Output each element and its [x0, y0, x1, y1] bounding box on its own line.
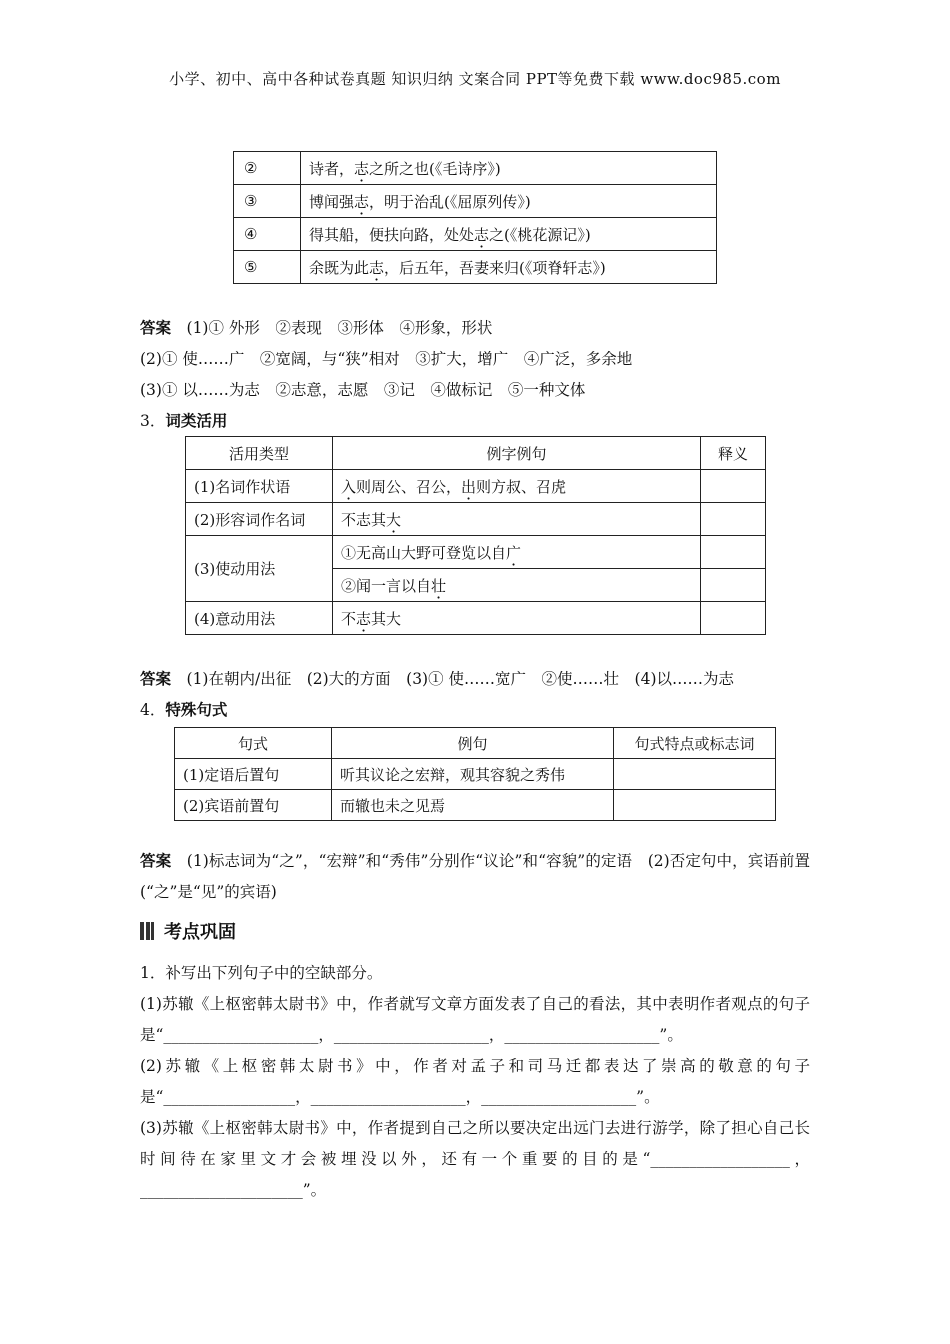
example-sentence: 诗者，志之所之也(《毛诗序》)	[301, 152, 717, 185]
example-sentence: 听其议论之宏辩，观其容貌之秀伟	[332, 759, 614, 790]
answer-3: 答案 (1)标志词为“之”，“宏辩”和“秀伟”分别作“议论”和“容貌”的定语 (2)否定句中，宾语前置(“之”是“见”的宾语)	[140, 851, 810, 901]
answer-cell	[701, 503, 766, 536]
usage-type: (3)使动用法	[186, 536, 333, 602]
answer-cell	[701, 536, 766, 569]
answer-cell	[701, 569, 766, 602]
table-row	[186, 602, 766, 635]
page-header: 小学、初中、高中各种试卷真题 知识归纳 文案合同 PPT等免费下载 www.doc985.com	[169, 70, 781, 88]
pattern-type: (2)宾语前置句	[175, 790, 332, 821]
example-sentence: ①无高山大野可登览以自广	[333, 536, 701, 569]
word-usage-table	[185, 436, 766, 635]
example-sentence: 入则周公、召公，出则方叔、召虎	[333, 470, 701, 503]
usage-type: (2)形容词作名词	[186, 503, 333, 536]
answer-2: 答案 (1)在朝内/出征 (2)大的方面 (3)① 使……宽广 ②使……壮 (4)以……为志	[140, 669, 734, 688]
example-sentence: 余既为此志，后五年，吾妻来归(《项脊轩志》)	[301, 251, 717, 284]
answer-cell	[614, 759, 776, 790]
column-header: 句式特点或标志词	[614, 728, 776, 759]
answer-cell	[614, 790, 776, 821]
row-number: ⑤	[234, 251, 301, 284]
question-3: (3)苏辙《上枢密韩太尉书》中，作者提到自己之所以要决定出远门去进行游学，除了担心自己长时间待在家里文才会被埋没以外，还有一个重要的目的是“__________________，_____________________”。	[140, 1119, 810, 1199]
column-header: 例字例句	[333, 437, 701, 470]
example-sentence: 博闻强志，明于治乱(《屈原列传》)	[301, 185, 717, 218]
column-header: 活用类型	[186, 437, 333, 470]
example-sentence: 得其船，便扶向路，处处志之(《桃花源记》)	[301, 218, 717, 251]
column-header: 例句	[332, 728, 614, 759]
section-4-heading: 4．特殊句式	[140, 700, 228, 719]
example-sentence: ②闻一言以自壮	[333, 569, 701, 602]
row-number: ③	[234, 185, 301, 218]
table-row	[186, 470, 766, 503]
table-row	[175, 790, 776, 821]
answer-1-line-1: 答案 (1)① 外形 ②表现 ③形体 ④形象，形状	[140, 318, 493, 337]
section-3-heading: 3．词类活用	[140, 411, 228, 430]
table-row	[186, 503, 766, 536]
column-header: 句式	[175, 728, 332, 759]
question-2: (2)苏辙《上枢密韩太尉书》中，作者对孟子和司马迁都表达了崇高的敬意的句子是“_________________，____________________，____________________”。	[140, 1057, 810, 1106]
table-row	[186, 536, 766, 569]
section-title: 考点巩固	[140, 918, 236, 944]
table-header-row	[186, 437, 766, 470]
answer-1-line-3: (3)① 以……为志 ②志意，志愿 ③记 ④做标记 ⑤一种文体	[140, 381, 586, 399]
table-row	[234, 185, 717, 218]
answer-cell	[701, 470, 766, 503]
answer-cell	[701, 602, 766, 635]
table-row	[175, 759, 776, 790]
example-sentence: 不志其大	[333, 602, 701, 635]
section-marker-icon	[140, 922, 154, 940]
table-header-row	[175, 728, 776, 759]
column-header: 释义	[701, 437, 766, 470]
pattern-type: (1)定语后置句	[175, 759, 332, 790]
example-sentence: 不志其大	[333, 503, 701, 536]
zhi-meaning-table	[233, 151, 717, 284]
question-intro: 1．补写出下列句子中的空缺部分。	[140, 964, 383, 982]
sentence-pattern-table	[174, 727, 776, 821]
row-number: ④	[234, 218, 301, 251]
question-1: (1)苏辙《上枢密韩太尉书》中，作者就写文章方面发表了自己的看法，其中表明作者观点的句子是“____________________，____________________，____________________”。	[140, 995, 810, 1044]
table-row	[234, 251, 717, 284]
table-row	[234, 152, 717, 185]
example-sentence: 而辙也未之见焉	[332, 790, 614, 821]
table-row	[234, 218, 717, 251]
usage-type: (4)意动用法	[186, 602, 333, 635]
answer-1-line-2: (2)① 使……广 ②宽阔，与“狭”相对 ③扩大，增广 ④广泛，多余地	[140, 350, 633, 368]
row-number: ②	[234, 152, 301, 185]
usage-type: (1)名词作状语	[186, 470, 333, 503]
